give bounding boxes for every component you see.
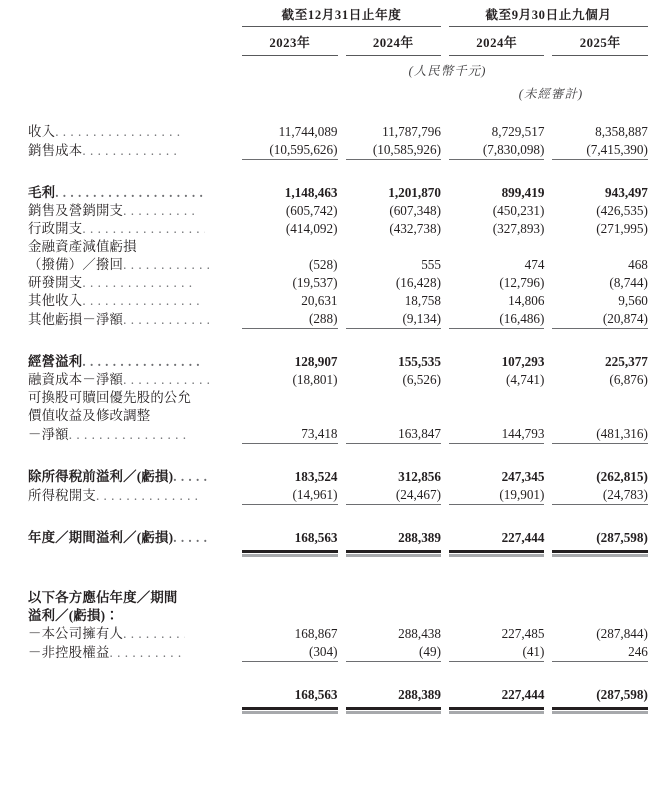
spacer [0,505,653,530]
cell-cost-2025i: (7,415,390) [552,141,647,160]
cell-impairment-2023: (528) [308,257,338,272]
row-label-selling-expenses: 銷售及營銷開支. . . [0,202,234,220]
cell-cps-2024a: 163,847 [346,425,441,444]
leader-dots [123,202,199,220]
cell-revenue-2024a: 11,787,796 [382,124,441,139]
header-group-annual: 截至12月31日止年度 [242,0,441,27]
cell-finance-costs-2024a: (6,526) [402,372,441,387]
cell-gross-profit-2025i: 943,497 [605,185,648,200]
header-year-2025-interim: 2025年 [552,27,647,56]
cell-cps-2024i: 144,793 [449,425,544,444]
row-label-attrib-nci: －非控股權益. . . [0,643,234,662]
table-row-cost-of-sales [0,141,653,160]
cell-tax-2025i: (24,783) [552,486,647,505]
header-year-2023: 2023年 [242,27,337,56]
cell-gross-profit-2024a: 1,201,870 [388,185,441,200]
cell-impairment-2024a: 555 [421,257,441,272]
table-row-profit-for-period [0,529,653,547]
cell-profit-2025i: (287,598) [552,529,647,547]
leader-dots [123,256,209,274]
row-label-operating-profit: 經營溢利. . . [0,353,234,371]
table-row-gross-profit [0,184,653,202]
leader-dots [123,371,211,389]
cell-other-losses-2025i: (20,874) [552,310,647,329]
cell-tax-2024a: (24,467) [346,486,441,505]
cell-pbt-2024i: 247,345 [501,469,545,484]
table-row-cps-net [0,425,653,444]
table-row-admin-expenses [0,220,653,238]
leader-dots [55,184,205,202]
cell-operating-profit-2024i: 107,293 [501,354,545,369]
cell-pbt-2025i: (262,815) [596,469,648,484]
currency-note: (人民幣千元) [408,64,487,78]
leader-dots [82,292,204,310]
table-row-income-tax [0,486,653,505]
cell-cost-2024i: (7,830,098) [449,141,544,160]
table-row-operating-profit [0,353,653,371]
row-label-profit-for-period: 年度／期間溢利／(虧損). . . [0,529,234,547]
cell-rnd-2023: (19,537) [292,275,338,290]
row-label-cps-line2: 價值收益及修改調整 [28,408,151,423]
cell-other-income-2023: 20,631 [301,293,338,308]
table-row-revenue [0,123,653,141]
cell-attrib-nci-2025i: 246 [552,643,647,662]
row-label-income-tax: 所得稅開支. . . [0,486,234,505]
row-label-attrib-total [0,686,234,704]
cell-admin-2023: (414,092) [285,221,338,236]
cell-tax-2023: (14,961) [242,486,337,505]
leader-dots [123,625,185,643]
row-label-cps-line3: －淨額. . . [0,425,234,444]
cell-pbt-2024a: 312,856 [398,469,441,484]
header-corner [0,0,234,27]
leader-dots [123,311,209,329]
cell-revenue-2024i: 8,729,517 [491,124,545,139]
table-row-other-income [0,292,653,310]
header-spacer [0,102,653,123]
row-label-attrib-line2: 溢利／(虧損)： [28,608,119,623]
cell-cost-2024a: (10,585,926) [346,141,441,160]
row-label-impairment-line2: （撥備）／撥回. . . [0,256,234,274]
table-row-other-losses [0,310,653,329]
row-label-attrib-line1: 以下各方應佔年度／期間 [28,590,178,605]
cell-revenue-2025i: 8,358,887 [595,124,648,139]
table-row-profit-before-tax [0,468,653,486]
cell-operating-profit-2024a: 155,535 [398,354,441,369]
cell-selling-2023: (605,742) [285,203,338,218]
table-row-finance-costs [0,371,653,389]
table-row-cps-line2 [0,407,653,425]
cell-profit-2023: 168,563 [242,529,337,547]
cell-attrib-nci-2024a: (49) [346,643,441,662]
cell-admin-2024i: (327,893) [492,221,545,236]
table-row-attrib-line2 [0,607,653,625]
cell-attrib-total-2025i: (287,598) [552,686,647,704]
audit-note: (未經審計) [518,87,584,101]
leader-dots [82,220,205,238]
row-label-rnd-expenses: 研發開支. . . [0,274,234,292]
cell-revenue-2023: 11,744,089 [278,124,338,139]
leader-dots [173,468,207,486]
spacer [0,444,653,469]
cell-rnd-2024a: (16,428) [395,275,441,290]
leader-dots [69,426,187,444]
cell-finance-costs-2024i: (4,741) [505,372,545,387]
leader-dots [173,529,209,547]
cell-impairment-2025i: 468 [628,257,648,272]
table-row-attrib-line1 [0,589,653,607]
row-label-cost-of-sales: 銷售成本. . . [0,141,234,160]
row-label-gross-profit: 毛利. . . [0,184,234,202]
cell-cost-2023: (10,595,626) [242,141,337,160]
row-label-attrib-owners: －本公司擁有人. . . [0,625,234,643]
header-group-row [0,0,653,27]
leader-dots [96,487,201,505]
cell-other-losses-2024a: (9,134) [346,310,441,329]
header-year-2024-interim: 2024年 [449,27,544,56]
leader-dots [82,274,195,292]
cell-profit-2024i: 227,444 [449,529,544,547]
cell-other-income-2024a: 18,758 [404,293,441,308]
leader-dots [110,644,186,662]
cell-rnd-2025i: (8,744) [609,275,648,290]
header-group-nine-months: 截至9月30日止九個月 [449,0,648,27]
table-row-cps-line1 [0,389,653,407]
cell-attrib-total-2023: 168,563 [242,686,337,704]
cell-pbt-2023: 183,524 [294,469,338,484]
cell-other-losses-2023: (288) [242,310,337,329]
cell-admin-2025i: (271,995) [596,221,648,236]
table-row-impairment [0,256,653,274]
table-row-attrib-total [0,686,653,704]
spacer [0,662,653,687]
spacer [0,329,653,354]
cell-attrib-owners-2025i: (287,844) [596,626,648,641]
cell-operating-profit-2025i: 225,377 [605,354,648,369]
header-audit-row [0,79,653,102]
cell-attrib-nci-2024i: (41) [449,643,544,662]
row-label-cps-line1: 可換股可贖回優先股的公允 [28,390,192,405]
cell-attrib-owners-2023: 168,867 [294,626,338,641]
cell-cps-2025i: (481,316) [552,425,647,444]
cell-attrib-nci-2023: (304) [242,643,337,662]
row-label-admin-expenses: 行政開支. . . [0,220,234,238]
table-row-rnd-expenses [0,274,653,292]
cell-admin-2024a: (432,738) [389,221,441,236]
cell-selling-2025i: (426,535) [596,203,648,218]
cell-attrib-total-2024a: 288,389 [346,686,441,704]
cell-gross-profit-2024i: 899,419 [501,185,545,200]
cell-rnd-2024i: (12,796) [499,275,545,290]
cell-profit-2024a: 288,389 [346,529,441,547]
table-row-impairment-line1 [0,238,653,256]
cell-attrib-owners-2024i: 227,485 [501,626,545,641]
row-label-revenue: 收入. . . [0,123,234,141]
spacer [0,571,653,589]
row-label-profit-before-tax: 除所得稅前溢利／(虧損). . . [0,468,234,486]
row-label-impairment-line1: 金融資產減值虧損 [28,239,137,254]
header-year-row [0,27,653,56]
cell-attrib-owners-2024a: 288,438 [398,626,441,641]
cell-attrib-total-2024i: 227,444 [449,686,544,704]
row-label-finance-costs: 融資成本－淨額. . . [0,371,234,389]
leader-dots [82,142,182,160]
cell-selling-2024a: (607,348) [389,203,441,218]
cell-other-income-2025i: 9,560 [618,293,648,308]
header-year-2024-annual: 2024年 [346,27,441,56]
cell-cps-2023: 73,418 [242,425,337,444]
cell-gross-profit-2023: 1,148,463 [284,185,338,200]
cell-other-losses-2024i: (16,486) [449,310,544,329]
row-label-other-income: 其他收入. . . [0,292,234,310]
spacer [0,160,653,185]
cell-operating-profit-2023: 128,907 [294,354,338,369]
leader-dots [55,123,183,141]
table-row-attrib-owners [0,625,653,643]
cell-finance-costs-2023: (18,801) [292,372,338,387]
table-row-selling-expenses [0,202,653,220]
cell-tax-2024i: (19,901) [449,486,544,505]
cell-other-income-2024i: 14,806 [508,293,545,308]
header-currency-row [0,56,653,80]
table-row-attrib-nci [0,643,653,662]
cell-impairment-2024i: 474 [524,257,545,272]
cell-finance-costs-2025i: (6,876) [609,372,648,387]
leader-dots [82,353,202,371]
row-label-other-losses: 其他虧損－淨額. . . [0,310,234,329]
cell-selling-2024i: (450,231) [492,203,545,218]
